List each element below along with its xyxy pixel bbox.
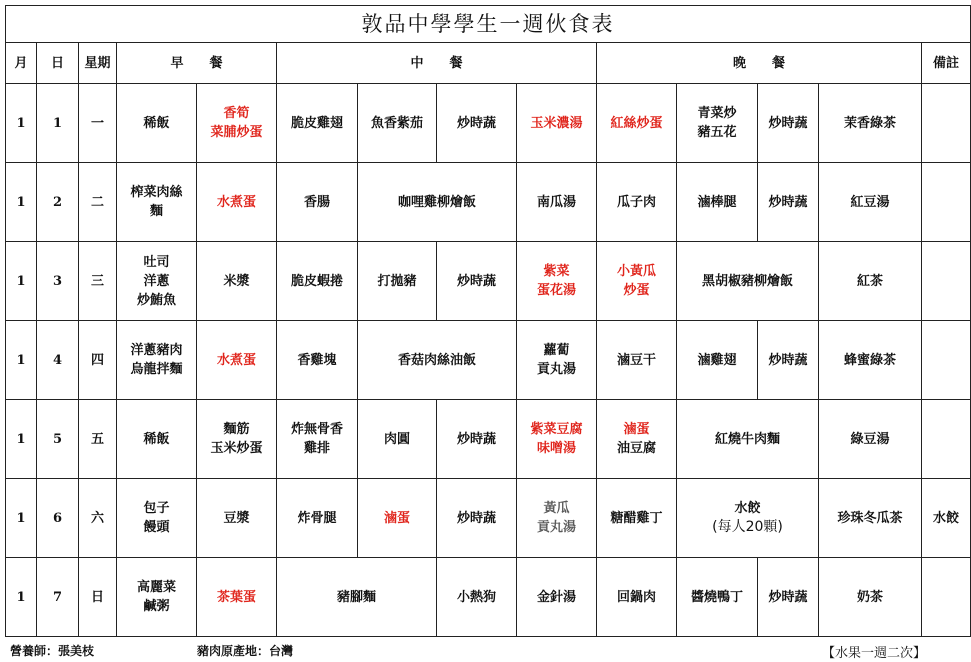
cell-lunch-soup: 南瓜湯 bbox=[517, 163, 597, 242]
cell-dinner-vegetable: 炒時蔬 bbox=[758, 558, 819, 637]
cell-breakfast-main: 稀飯 bbox=[117, 400, 197, 479]
cell-lunch-soup: 蘿蔔 貢丸湯 bbox=[517, 321, 597, 400]
cell-day: 3 bbox=[37, 242, 79, 321]
dinner-dish-plain: 油豆腐 bbox=[616, 441, 656, 456]
dietitian-label: 營養師：張美枝 bbox=[10, 644, 95, 658]
cell-day: 1 bbox=[37, 84, 79, 163]
cell-breakfast-side: 香筍 菜脯炒蛋 bbox=[197, 84, 277, 163]
table-row bbox=[6, 479, 971, 558]
cell-weekday: 三 bbox=[79, 242, 117, 321]
cell-weekday: 日 bbox=[79, 558, 117, 637]
header-month: 月 bbox=[6, 43, 37, 84]
cell-dinner-drink: 珍珠冬瓜茶 bbox=[819, 479, 922, 558]
cell-lunch-vegetable: 炒時蔬 bbox=[437, 479, 517, 558]
cell-dinner-dish: 滷豆干 bbox=[597, 321, 677, 400]
footer bbox=[0, 640, 971, 660]
cell-breakfast-side: 水煮蛋 bbox=[197, 321, 277, 400]
cell-weekday: 六 bbox=[79, 479, 117, 558]
header-remarks: 備註 bbox=[922, 43, 971, 84]
cell-lunch-soup: 黃瓜 貢丸湯 bbox=[517, 479, 597, 558]
cell-dinner-dish: 小黃瓜 炒蛋 bbox=[597, 242, 677, 321]
cell-weekday: 五 bbox=[79, 400, 117, 479]
cell-month: 1 bbox=[6, 321, 37, 400]
table-row bbox=[6, 242, 971, 321]
cell-lunch-dish: 肉圓 bbox=[358, 400, 437, 479]
cell-lunch-soup: 金針湯 bbox=[517, 558, 597, 637]
pork-origin-label: 豬肉原產地：台灣 bbox=[197, 644, 294, 658]
cell-lunch-dish: 炸無骨香 雞排 bbox=[277, 400, 358, 479]
cell-remarks: 水餃 bbox=[922, 479, 971, 558]
cell-dinner-noodle: 紅燒牛肉麵 bbox=[677, 400, 819, 479]
cell-lunch-dish: 脆皮雞翅 bbox=[277, 84, 358, 163]
cell-month: 1 bbox=[6, 84, 37, 163]
cell-dinner-drink: 紅豆湯 bbox=[819, 163, 922, 242]
cell-dinner-drink: 奶茶 bbox=[819, 558, 922, 637]
cell-breakfast-main: 包子 饅頭 bbox=[117, 479, 197, 558]
cell-dinner-vegetable: 炒時蔬 bbox=[758, 163, 819, 242]
cell-lunch-dish: 脆皮蝦捲 bbox=[277, 242, 358, 321]
table-row bbox=[6, 400, 971, 479]
cell-dinner-dish: 青菜炒 豬五花 bbox=[677, 84, 758, 163]
cell-dinner-vegetable: 炒時蔬 bbox=[758, 84, 819, 163]
cell-dinner-drink: 綠豆湯 bbox=[819, 400, 922, 479]
header-lunch: 中 餐 bbox=[277, 43, 597, 84]
table-row bbox=[6, 163, 971, 242]
cell-dinner-dish: 糖醋雞丁 bbox=[597, 479, 677, 558]
weekly-menu-table bbox=[5, 5, 971, 637]
cell-breakfast-side: 水煮蛋 bbox=[197, 163, 277, 242]
cell-lunch-soup: 紫菜 蛋花湯 bbox=[517, 242, 597, 321]
cell-lunch-dish: 香雞塊 bbox=[277, 321, 358, 400]
cell-lunch-dish: 炸骨腿 bbox=[277, 479, 358, 558]
page-title: 敦品中學學生一週伙食表 bbox=[6, 6, 971, 43]
cell-lunch-rice-bowl: 咖哩雞柳燴飯 bbox=[358, 163, 517, 242]
cell-month: 1 bbox=[6, 242, 37, 321]
cell-weekday: 一 bbox=[79, 84, 117, 163]
cell-lunch-side: 小熱狗 bbox=[437, 558, 517, 637]
cell-lunch-dish: 香腸 bbox=[277, 163, 358, 242]
header-weekday: 星期 bbox=[79, 43, 117, 84]
cell-month: 1 bbox=[6, 558, 37, 637]
cell-remarks bbox=[922, 242, 971, 321]
header-dinner: 晚 餐 bbox=[597, 43, 922, 84]
cell-dinner-dish: 滷雞翅 bbox=[677, 321, 758, 400]
cell-breakfast-side: 茶葉蛋 bbox=[197, 558, 277, 637]
header-breakfast: 早 餐 bbox=[117, 43, 277, 84]
fruit-frequency-note: 【水果一週二次】 bbox=[822, 646, 927, 661]
cell-day: 4 bbox=[37, 321, 79, 400]
cell-dinner-dish: 紅絲炒蛋 bbox=[597, 84, 677, 163]
table-row bbox=[6, 321, 971, 400]
cell-dinner-drink: 茉香綠茶 bbox=[819, 84, 922, 163]
cell-lunch-vegetable: 炒時蔬 bbox=[437, 242, 517, 321]
cell-breakfast-main: 吐司 洋蔥 炒鮪魚 bbox=[117, 242, 197, 321]
cell-day: 5 bbox=[37, 400, 79, 479]
table-row bbox=[6, 558, 971, 637]
cell-dinner-dish: 瓜子肉 bbox=[597, 163, 677, 242]
cell-month: 1 bbox=[6, 400, 37, 479]
dumpling-portion: (每人20顆) bbox=[712, 519, 783, 535]
cell-lunch-soup: 紫菜豆腐 味噌湯 bbox=[517, 400, 597, 479]
cell-remarks bbox=[922, 400, 971, 479]
cell-remarks bbox=[922, 163, 971, 242]
cell-day: 7 bbox=[37, 558, 79, 637]
cell-breakfast-side: 豆漿 bbox=[197, 479, 277, 558]
cell-dinner-drink: 紅茶 bbox=[819, 242, 922, 321]
cell-breakfast-side: 米漿 bbox=[197, 242, 277, 321]
cell-remarks bbox=[922, 321, 971, 400]
cell-dinner-dumplings bbox=[677, 479, 819, 558]
cell-breakfast-main: 稀飯 bbox=[117, 84, 197, 163]
cell-lunch-dish: 打拋豬 bbox=[358, 242, 437, 321]
cell-breakfast-main: 洋蔥豬肉 烏龍拌麵 bbox=[117, 321, 197, 400]
cell-lunch-dish: 滷蛋 bbox=[358, 479, 437, 558]
dinner-dish-highlight: 滷蛋 bbox=[623, 422, 650, 437]
cell-lunch-soup: 玉米濃湯 bbox=[517, 84, 597, 163]
cell-day: 2 bbox=[37, 163, 79, 242]
cell-lunch-noodle: 豬腳麵 bbox=[277, 558, 437, 637]
cell-breakfast-main: 高麗菜 鹹粥 bbox=[117, 558, 197, 637]
cell-month: 1 bbox=[6, 479, 37, 558]
cell-lunch-vegetable: 炒時蔬 bbox=[437, 84, 517, 163]
cell-lunch-dish: 魚香紫茄 bbox=[358, 84, 437, 163]
cell-weekday: 四 bbox=[79, 321, 117, 400]
cell-dinner-dish: 醬燒鴨丁 bbox=[677, 558, 758, 637]
cell-remarks bbox=[922, 84, 971, 163]
cell-remarks bbox=[922, 558, 971, 637]
table-row bbox=[6, 84, 971, 163]
cell-dinner-dish: 回鍋肉 bbox=[597, 558, 677, 637]
cell-lunch-vegetable: 炒時蔬 bbox=[437, 400, 517, 479]
cell-dinner-vegetable: 炒時蔬 bbox=[758, 321, 819, 400]
dumpling-label: 水餃 bbox=[734, 501, 761, 516]
cell-dinner-dish bbox=[597, 400, 677, 479]
cell-weekday: 二 bbox=[79, 163, 117, 242]
cell-breakfast-main: 榨菜肉絲 麵 bbox=[117, 163, 197, 242]
cell-dinner-dish: 滷棒腿 bbox=[677, 163, 758, 242]
cell-month: 1 bbox=[6, 163, 37, 242]
cell-breakfast-side: 麵筋 玉米炒蛋 bbox=[197, 400, 277, 479]
header-day: 日 bbox=[37, 43, 79, 84]
cell-dinner-rice-bowl: 黑胡椒豬柳燴飯 bbox=[677, 242, 819, 321]
cell-dinner-drink: 蜂蜜綠茶 bbox=[819, 321, 922, 400]
cell-lunch-rice-bowl: 香菇肉絲油飯 bbox=[358, 321, 517, 400]
cell-day: 6 bbox=[37, 479, 79, 558]
